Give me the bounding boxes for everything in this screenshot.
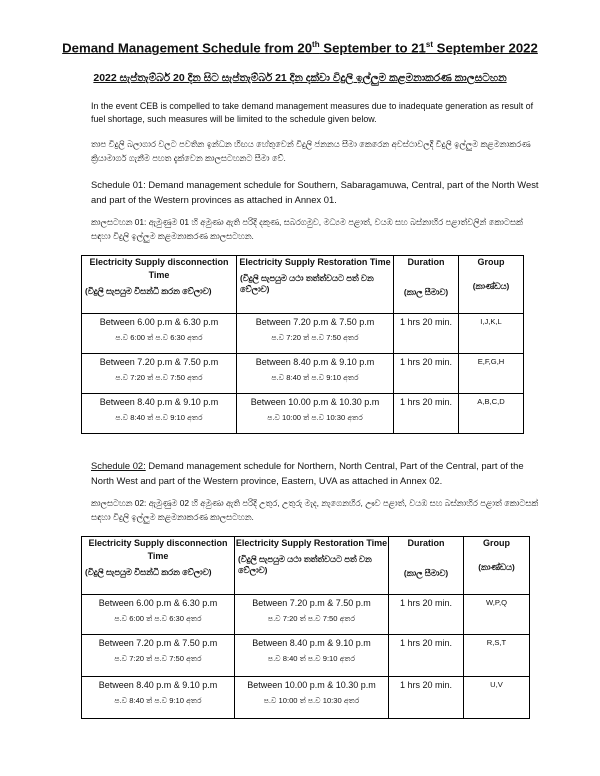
- table-row: [82, 394, 524, 434]
- cell-group: A,B,C,D: [459, 394, 524, 434]
- header-duration: Duration (කාල සීමාව): [394, 256, 459, 314]
- cell-duration: 1 hrs 20 min.: [394, 314, 459, 354]
- cell-duration: 1 hrs 20 min.: [389, 677, 464, 719]
- cell-restoration: Between 8.40 p.m & 9.10 p.m ප.ව 8:40 ත් ප.ව 9:10 අතර: [235, 635, 389, 677]
- document-title: Demand Management Schedule from 20th September to 21st September 2022: [62, 40, 538, 56]
- cell-disconnection: Between 8.40 p.m & 9.10 p.m ප.ව 8:40 ත් ප.ව 9:10 අතර: [82, 394, 237, 434]
- cell-disconnection: Between 6.00 p.m & 6.30 p.m ප.ව 6:00 ත් ප.ව 6:30 අතර: [82, 314, 237, 354]
- header-disconnection: Electricity Supply disconnection Time (විදුලි සැපයුම විසන්ධි කරන වේලාව): [82, 537, 235, 595]
- cell-duration: 1 hrs 20 min.: [394, 394, 459, 434]
- cell-restoration: Between 7.20 p.m & 7.50 p.m ප.ව 7:20 ත් ප.ව 7:50 අතර: [237, 314, 394, 354]
- cell-group: U,V: [464, 677, 530, 719]
- schedule-02-description: Schedule 02: Demand management schedule for Northern, North Central, Part of the Central, part of the North West and part of the Western province, Eastern, UVA as attached in Annex 02.: [91, 460, 524, 486]
- cell-restoration: Between 10.00 p.m & 10.30 p.m ප.ව 10:00 ත් ප.ව 10:30 අතර: [235, 677, 389, 719]
- table-row: [82, 354, 524, 394]
- table-header-row: [82, 256, 524, 314]
- document-subtitle-sinhala: 2022 සැප්තැම්බර් 20 දින සිට සැප්තැම්බර් 21 දින දක්වා විදුලි ඉල්ලුම කළමනාකරණ කාලසටහන: [93, 72, 507, 84]
- table-row: [82, 314, 524, 354]
- cell-restoration: Between 7.20 p.m & 7.50 p.m ප.ව 7:20 ත් ප.ව 7:50 අතර: [235, 595, 389, 635]
- header-restoration: Electricity Supply Restoration Time (විදුලි සැපයුම යථා තත්ත්වයට පත් වන වේලාව): [235, 537, 389, 595]
- cell-group: W,P,Q: [464, 595, 530, 635]
- cell-restoration: Between 8.40 p.m & 9.10 p.m ප.ව 8:40 ත් ප.ව 9:10 අතර: [237, 354, 394, 394]
- cell-group: E,F,G,H: [459, 354, 524, 394]
- header-restoration: Electricity Supply Restoration Time (විදුලි සැපයුම යථා තත්ත්වයට පත් වන වේලාව): [237, 256, 394, 314]
- schedule-01-description: Schedule 01: Demand management schedule for Southern, Sabaragamuwa, Central, part of the North West and part of the Western provinces as attached in Annex 01.: [91, 179, 539, 205]
- table-row: [82, 595, 530, 635]
- header-disconnection: Electricity Supply disconnection Time (විදුලි සැපයුම විසන්ධි කරන වේලාව): [82, 256, 237, 314]
- cell-restoration: Between 10.00 p.m & 10.30 p.m ප.ව 10:00 ත් ප.ව 10:30 අතර: [237, 394, 394, 434]
- cell-disconnection: Between 8.40 p.m & 9.10 p.m ප.ව 8:40 ත් ප.ව 9:10 අතර: [82, 677, 235, 719]
- table-row: [82, 677, 530, 719]
- cell-duration: 1 hrs 20 min.: [394, 354, 459, 394]
- cell-duration: 1 hrs 20 min.: [389, 595, 464, 635]
- intro-sinhala: තාප විදුලි බලාගාර වලට පවතින ඉන්ධන හිඟය හේතුවෙන් විදුලි ජනනය සීමා කෙරෙන අවස්ථාවලදී විදුලි ඉල්ලුම කළමනාකරණ ක්‍රියාමාර්ග ගැනීම පහත දැක්වෙන කාලසටහනට සීමා වේ.: [91, 139, 531, 163]
- cell-disconnection: Between 6.00 p.m & 6.30 p.m ප.ව 6:00 ත් ප.ව 6:30 අතර: [82, 595, 235, 635]
- cell-disconnection: Between 7.20 p.m & 7.50 p.m ප.ව 7:20 ත් ප.ව 7:50 අතර: [82, 354, 237, 394]
- schedule-01-table: [81, 255, 524, 434]
- schedule-02-description-sinhala: කාලසටහන 02: ඇමුණුම 02 හි අමුණා ඇති පරිදි උතුර, උතුරු මැද, නැගෙනහිර, ඌව පළාත්, වයඹ සහ බස්නාහිර පළාත් කොටසක් සඳහා විදුලි ඉල්ලුම කළමනාකරණ කාලසටහන.: [91, 498, 539, 522]
- schedule-01-description-sinhala: කාලසටහන 01: ඇමුණුම 01 හි අමුණා ඇති පරිදි දකුණ, සබරගමුව, මධ්‍යම පළාත්, වයඹ සහ බස්නාහිර පළාත්වලින් කොටසක් සඳහා විදුලි ඉල්ලුම කළමනාකරණ කාලසටහන.: [91, 217, 523, 241]
- header-group: Group (කාණ්ඩය): [459, 256, 524, 314]
- cell-duration: 1 hrs 20 min.: [389, 635, 464, 677]
- cell-group: I,J,K,L: [459, 314, 524, 354]
- table-header-row: [82, 537, 530, 595]
- cell-group: R,S,T: [464, 635, 530, 677]
- intro-english: In the event CEB is compelled to take demand management measures due to inadequate generation as result of fuel shortage, such measures will be limited to the schedule given below.: [91, 101, 534, 124]
- cell-disconnection: Between 7.20 p.m & 7.50 p.m ප.ව 7:20 ත් ප.ව 7:50 අතර: [82, 635, 235, 677]
- header-duration: Duration (කාල සීමාව): [389, 537, 464, 595]
- table-row: [82, 635, 530, 677]
- schedule-02-table: [81, 536, 530, 719]
- header-group: Group (කාණ්ඩය): [464, 537, 530, 595]
